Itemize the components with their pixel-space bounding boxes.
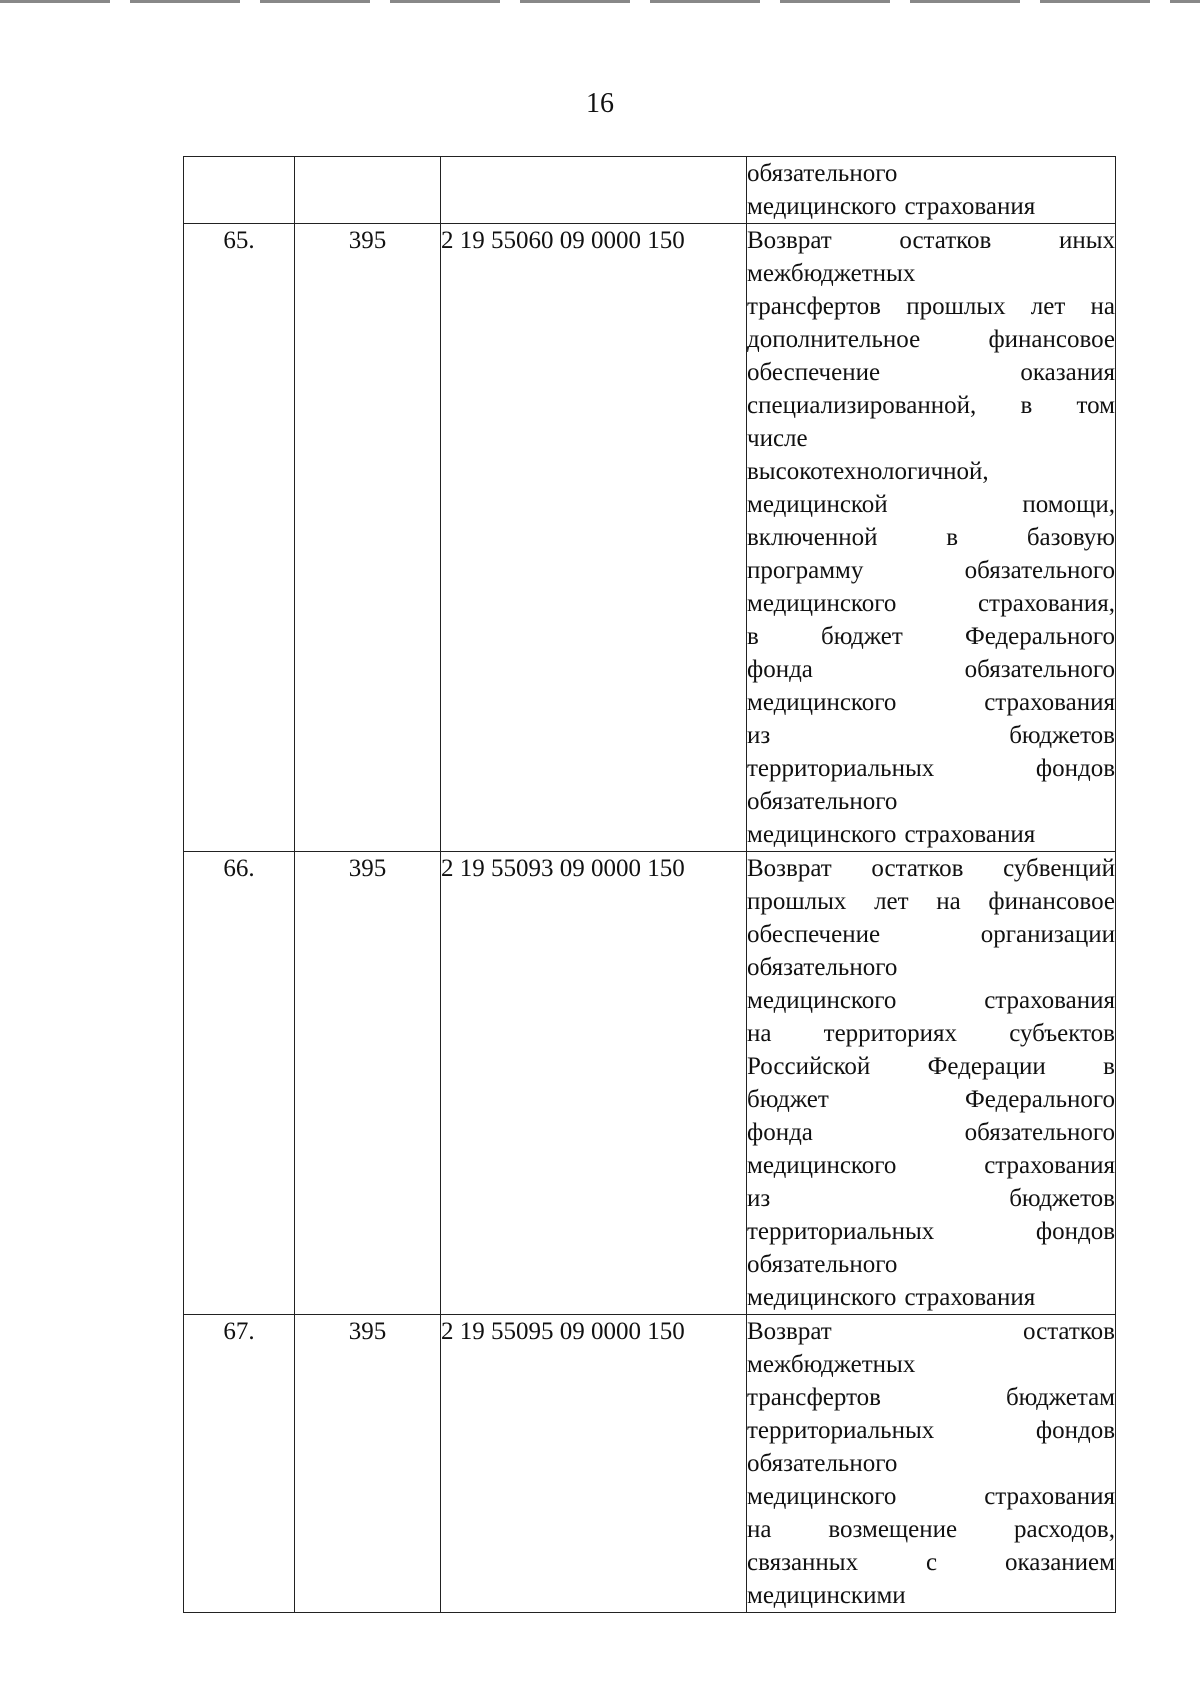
description-cell xyxy=(747,157,1116,224)
codes-table xyxy=(183,156,1116,1613)
description-line: в бюджет Федерального xyxy=(747,623,1115,650)
description-line: обеспечение организации xyxy=(747,921,1115,948)
description-line: включенной в базовую xyxy=(747,524,1115,551)
admin-code: 395 xyxy=(295,1315,441,1613)
description-line: на территориях субъектов xyxy=(747,1020,1115,1047)
table-row xyxy=(184,852,1116,1315)
description-line: медицинского страхования xyxy=(747,689,1115,716)
table-row xyxy=(184,224,1116,852)
description-line: территориальных фондов xyxy=(747,1218,1115,1245)
description-line: территориальных фондов xyxy=(747,755,1115,782)
description-line: медицинского страхования xyxy=(747,1483,1115,1510)
description-line: обязательного xyxy=(747,160,898,187)
scan-edge-line xyxy=(0,0,1200,3)
budget-code: 2 19 55093 09 0000 150 xyxy=(441,852,747,1315)
description-line: Возврат остатков субвенций xyxy=(747,855,1115,882)
description-line: Возврат остатков xyxy=(747,1318,1115,1345)
description-line: дополнительное финансовое xyxy=(747,326,1115,353)
description-line: обеспечение оказания xyxy=(747,359,1115,386)
table-row xyxy=(184,157,1116,224)
description-line: медицинского страхования xyxy=(747,987,1115,1014)
description-line: медицинскими xyxy=(747,1582,906,1609)
description-line: бюджет Федерального xyxy=(747,1086,1115,1113)
admin-code: 395 xyxy=(295,852,441,1315)
description-line: числе xyxy=(747,425,808,452)
description-line: медицинской помощи, xyxy=(747,491,1115,518)
description-line: Возврат остатков иных xyxy=(747,227,1115,254)
description-line: программу обязательного xyxy=(747,557,1115,584)
description-line: обязательного xyxy=(747,1251,898,1278)
description-line: специализированной, в том xyxy=(747,392,1115,419)
budget-code: 2 19 55060 09 0000 150 xyxy=(441,224,747,852)
description-cell xyxy=(747,852,1116,1315)
description-cell xyxy=(747,1315,1116,1613)
description-line: обязательного xyxy=(747,788,898,815)
description-line: медицинского страхования xyxy=(747,821,1036,848)
row-number: 65. xyxy=(184,224,295,852)
row-number xyxy=(184,157,295,224)
row-number: 66. xyxy=(184,852,295,1315)
description-line: трансфертов бюджетам xyxy=(747,1384,1115,1411)
description-line: межбюджетных xyxy=(747,260,916,287)
description-line: на возмещение расходов, xyxy=(747,1516,1115,1543)
description-line: медицинского страхования xyxy=(747,193,1036,220)
description-line: фонда обязательного xyxy=(747,1119,1115,1146)
description-cell xyxy=(747,224,1116,852)
description-line: медицинского страхования, xyxy=(747,590,1115,617)
budget-code: 2 19 55095 09 0000 150 xyxy=(441,1315,747,1613)
description-line: обязательного xyxy=(747,954,898,981)
description-line: территориальных фондов xyxy=(747,1417,1115,1444)
description-line: обязательного xyxy=(747,1450,898,1477)
budget-code xyxy=(441,157,747,224)
page-number: 16 xyxy=(586,88,614,119)
admin-code: 395 xyxy=(295,224,441,852)
description-line: медицинского страхования xyxy=(747,1152,1115,1179)
description-line: фонда обязательного xyxy=(747,656,1115,683)
admin-code xyxy=(295,157,441,224)
description-line: прошлых лет на финансовое xyxy=(747,888,1115,915)
description-line: Российской Федерации в xyxy=(747,1053,1115,1080)
table-row xyxy=(184,1315,1116,1613)
description-line: трансфертов прошлых лет на xyxy=(747,293,1115,320)
row-number: 67. xyxy=(184,1315,295,1613)
description-line: межбюджетных xyxy=(747,1351,916,1378)
description-line: медицинского страхования xyxy=(747,1284,1036,1311)
description-line: из бюджетов xyxy=(747,1185,1115,1212)
description-line: из бюджетов xyxy=(747,722,1115,749)
description-line: связанных с оказанием xyxy=(747,1549,1115,1576)
description-line: высокотехнологичной, xyxy=(747,458,989,485)
